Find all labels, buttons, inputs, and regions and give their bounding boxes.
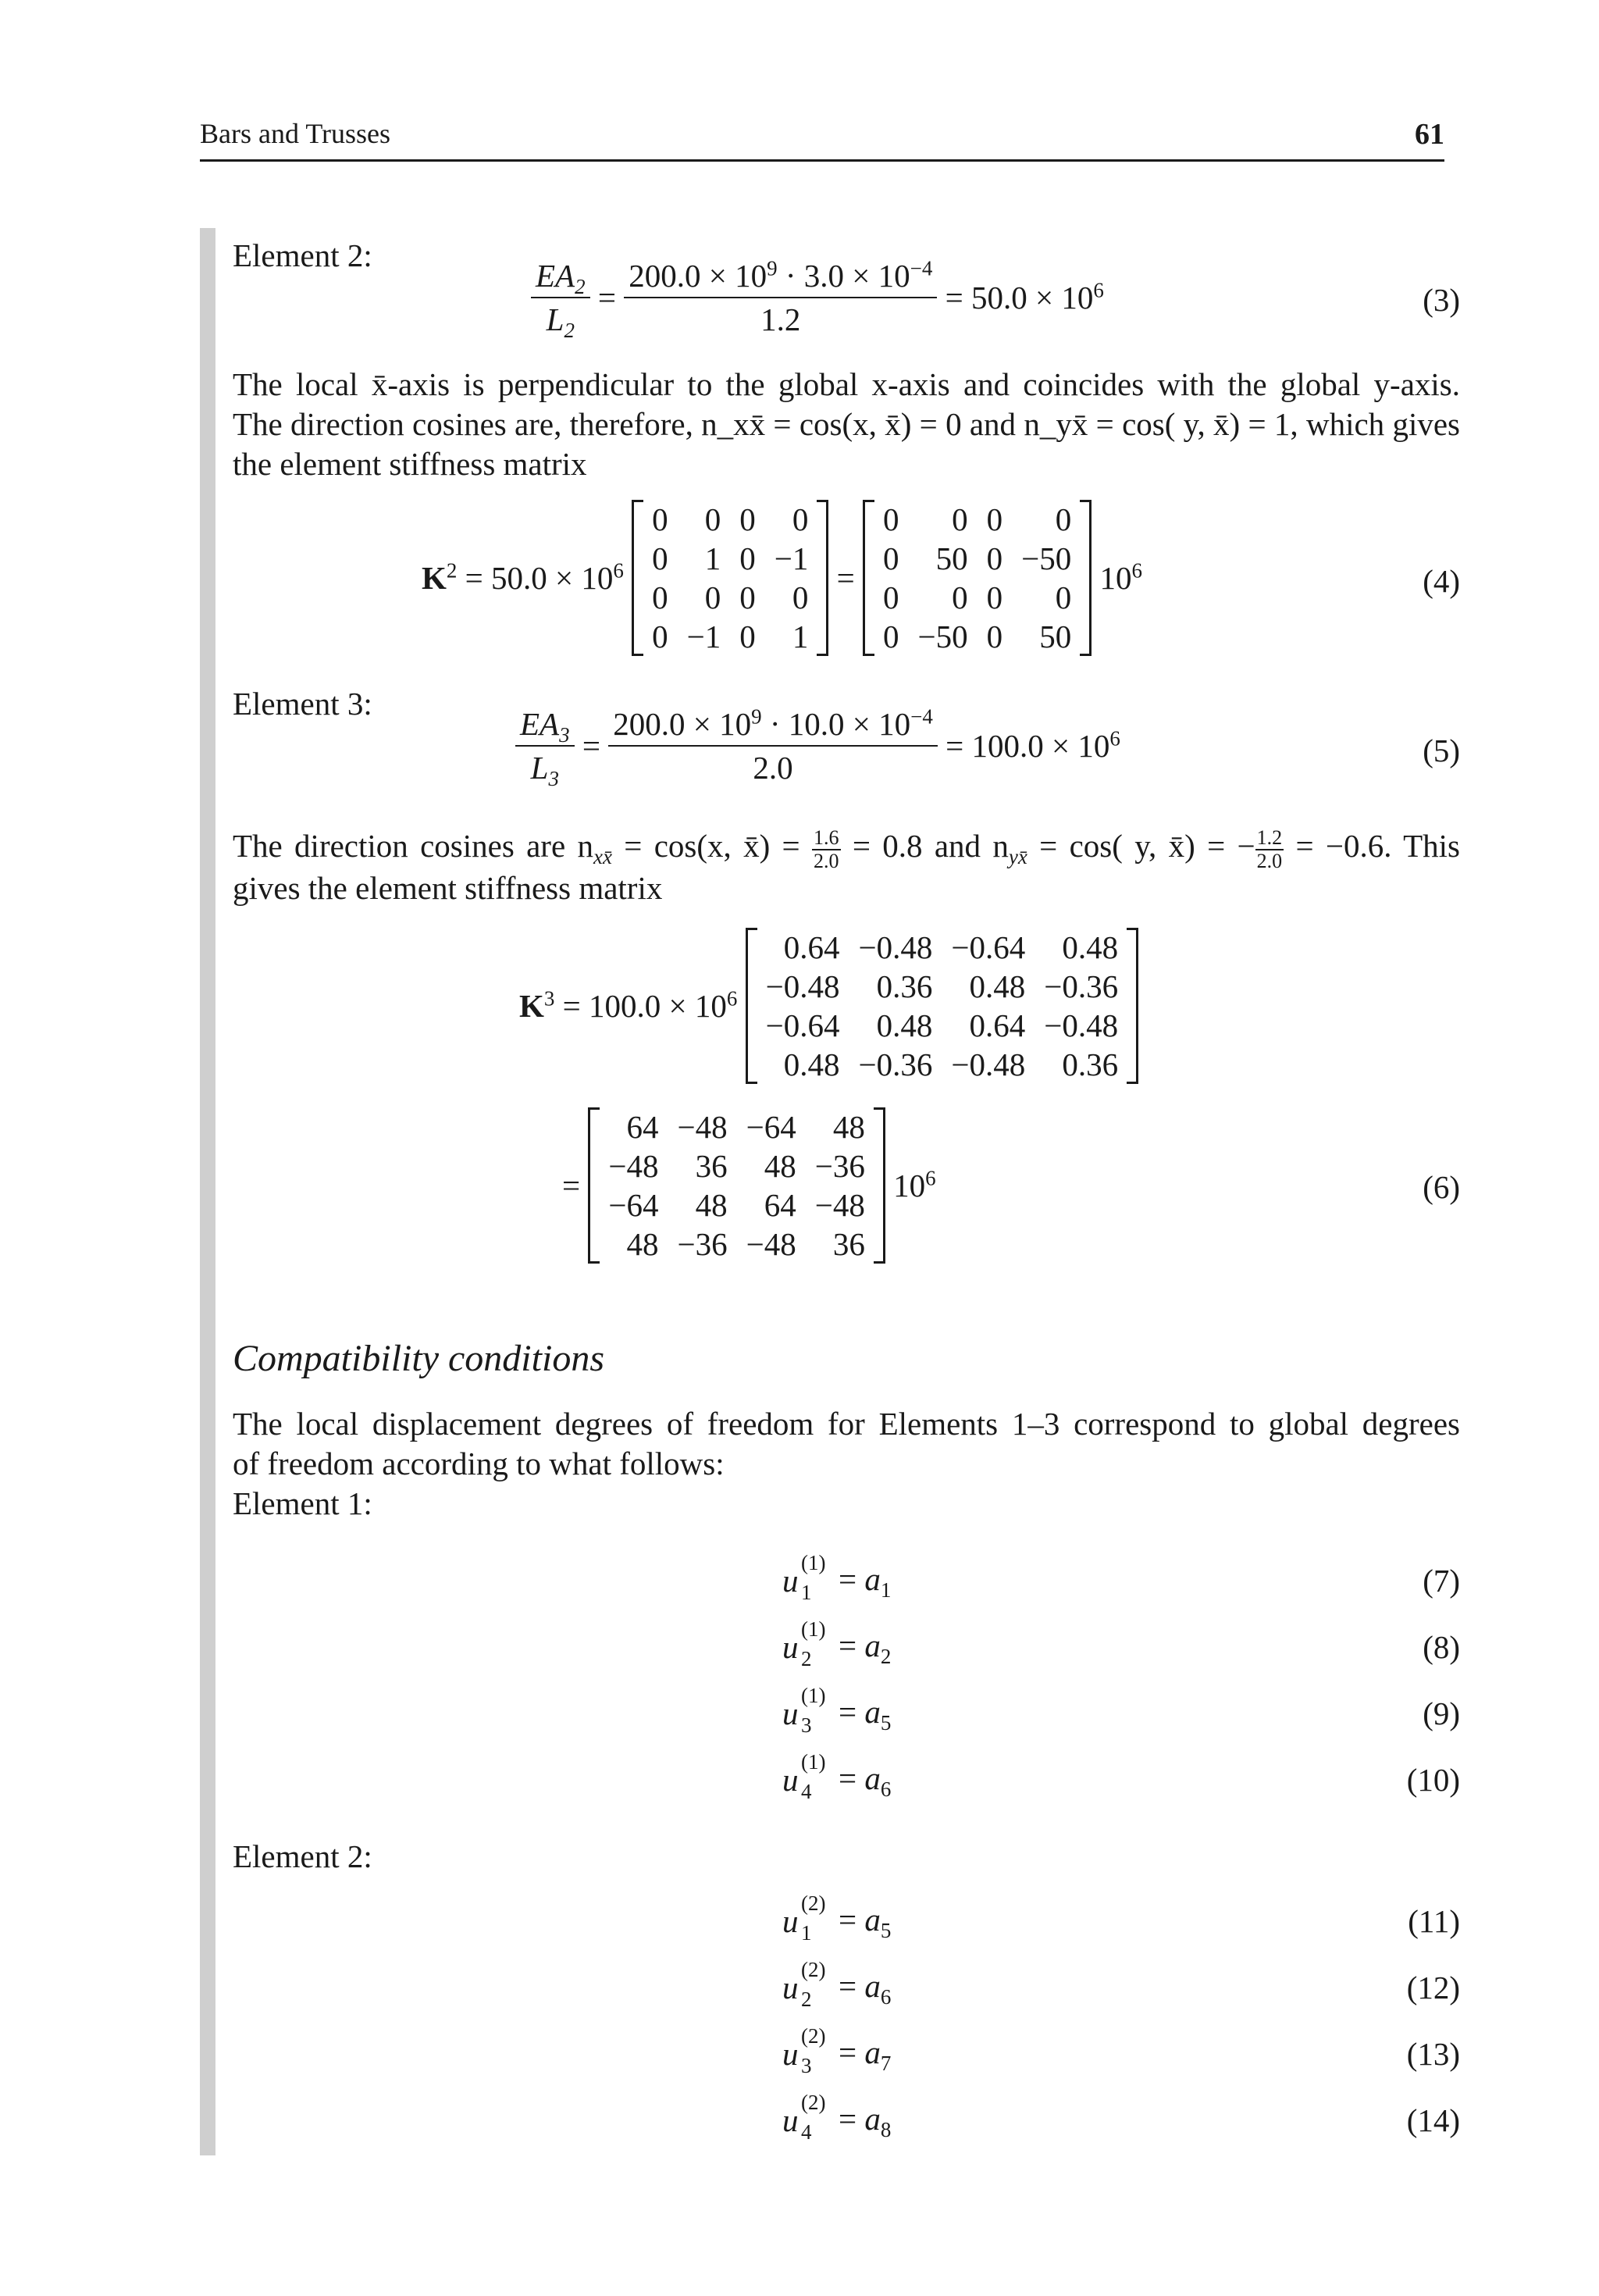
k2-matrix-row	[643, 500, 817, 539]
k2-matrix-cell: 0	[739, 540, 756, 576]
compatibility-equation: u (1) 1 = $a_1$	[782, 1551, 892, 1604]
k2-scaled-matrix-cell: 0	[986, 579, 1003, 615]
k2-matrix-cell: 0	[704, 501, 721, 537]
k3-matrix-cell: 0.64	[969, 1007, 1026, 1043]
k2-matrix-cell: 0	[652, 540, 668, 576]
equation-number: (13)	[1406, 2036, 1460, 2072]
eq3-rhs-fraction: $\frac{200.0 \times 10^9 \cdot 3.0 \times 10^{-4}}{1.2}$	[624, 258, 937, 337]
k3-matrix-cell: 0.48	[876, 1007, 933, 1043]
element-2-compat-label: Element 2:	[233, 1838, 372, 1874]
k3-matrix-cell: −0.48	[951, 1046, 1026, 1082]
equation-number-4: (4)	[1423, 563, 1460, 599]
equation-number: (12)	[1406, 1970, 1460, 2005]
k3-scaled-matrix-cell: 48	[764, 1148, 796, 1184]
k3-scaled-matrix-row	[599, 1146, 874, 1185]
k3-scaled-matrix-cell: −64	[746, 1109, 796, 1145]
k2-matrix-cell: −1	[686, 619, 721, 654]
k3-matrix-cell: −0.36	[858, 1046, 933, 1082]
k2-scaled-matrix-cell: −50	[1021, 540, 1072, 576]
equation-number: (7)	[1423, 1563, 1460, 1599]
k3-scaled-matrix-cell: −48	[677, 1109, 728, 1145]
equation-number: (9)	[1423, 1695, 1460, 1731]
equation-3: $\frac{EA_2}{L_2}$ = $\frac{200.0 \times 10^9 \cdot 3.0 \times 10^{-4}}{1.2}$ = $50.0 \times 10^6$	[531, 258, 1104, 337]
k3-matrix	[746, 928, 1139, 1084]
k2-scaled-matrix-row	[874, 617, 1081, 656]
k2-scaled-matrix-cell: 0	[883, 619, 899, 654]
element-3-label: Element 3:	[233, 686, 372, 722]
k2-matrix-cell: 0	[704, 579, 721, 615]
paragraph-2-line-1: The direction cosines are $n_{xx̄} = \cos(x$, x̄) = $\frac{1.6}{2.0}$ = 0.8 and $n_{yx̄} = \cos$( y, x̄) = − $\frac{1.2}{2.0}$ = −0.6. This	[233, 825, 1460, 872]
k2-scaled-matrix-row	[874, 539, 1081, 578]
k2-scaled-matrix-cell: 0	[986, 619, 1003, 654]
page-number: 61	[1415, 118, 1444, 151]
paragraph-1-line-1: The local x̄-axis is perpendicular to the global x-axis and coincides with the global y-axis.	[233, 366, 1460, 402]
compatibility-equation: u (2) 2 = $a_6$	[782, 1958, 892, 2011]
equation-number: (11)	[1408, 1903, 1460, 1939]
k3-scaled-matrix-cell: −36	[677, 1226, 728, 1262]
k3-matrix-cell: −0.36	[1044, 968, 1119, 1004]
k2-scaled-matrix-cell: 0	[883, 501, 899, 537]
k3-matrix-row	[757, 967, 1128, 1006]
k2-matrix-row	[643, 578, 817, 617]
paragraph-3-line-1: The local displacement degrees of freedom for Elements 1–3 correspond to global degrees	[233, 1406, 1460, 1442]
section-heading: Compatibility conditions	[233, 1338, 604, 1379]
k3-scaled-matrix-cell: 64	[764, 1187, 796, 1223]
paragraph-1-line-3: the element stiffness matrix	[233, 446, 587, 482]
k2-matrix	[632, 500, 828, 656]
k3-scaled-matrix-cell: 48	[626, 1226, 659, 1262]
k2-scaled-matrix-cell: 50	[935, 540, 968, 576]
k2-matrix-cell: 0	[652, 579, 668, 615]
k3-scaled-matrix-cell: 48	[695, 1187, 728, 1223]
k3-matrix-cell: 0.48	[969, 968, 1026, 1004]
element-2-label: Element 2:	[233, 237, 372, 273]
k2-matrix-cell: 0	[739, 501, 756, 537]
paragraph-3-line-2: of freedom according to what follows:	[233, 1446, 725, 1481]
k3-scaled-matrix-row	[599, 1107, 874, 1146]
compatibility-equation: u (1) 2 = $a_2$	[782, 1617, 892, 1670]
k2-scaled-matrix-cell: 0	[883, 540, 899, 576]
equation-number: (10)	[1406, 1762, 1460, 1798]
k2-scaled-matrix-row	[874, 500, 1081, 539]
equation-number-3: (3)	[1423, 282, 1460, 318]
k2-scaled-matrix-row	[874, 578, 1081, 617]
k3-matrix-cell: 0.36	[1062, 1046, 1119, 1082]
k2-matrix-cell: −1	[774, 540, 809, 576]
k2-scaled-matrix-cell: 0	[883, 579, 899, 615]
k2-scaled-matrix-cell: 50	[1039, 619, 1072, 654]
k2-scaled-matrix-cell: 0	[952, 579, 968, 615]
k2-scaled-matrix-cell: 0	[1055, 579, 1072, 615]
k3-scaled-matrix-row	[599, 1225, 874, 1264]
eq3-lhs-fraction: $\frac{EA_2}{L_2}$	[531, 258, 590, 337]
k3-scaled-matrix-cell: −48	[814, 1187, 865, 1223]
header-rule	[200, 159, 1444, 162]
k3-scaled-matrix-cell: 36	[832, 1226, 865, 1262]
k2-scaled-matrix-cell: 0	[986, 501, 1003, 537]
k3-scaled-matrix-cell: −36	[814, 1148, 865, 1184]
equation-4: $K^2 = 50.0 \times 10^6$ 0 0 0 0 0 1 0 −1 0 0 0 0 0 −1 0 1 = 0 0 0 0 0 50 0 −50 0 0 0 0 0 −50 0 50 $10^6$	[422, 501, 1143, 654]
compatibility-equation: u (1) 4 = $a_6$	[782, 1750, 892, 1803]
k3-scaled-matrix-cell: 48	[832, 1109, 865, 1145]
k2-matrix-cell: 0	[739, 579, 756, 615]
equation-number: (14)	[1406, 2102, 1460, 2138]
k3-scaled-matrix-row	[599, 1185, 874, 1225]
k2-scaled-matrix-cell: −50	[917, 619, 968, 654]
k3-scaled-matrix-cell: 64	[626, 1109, 659, 1145]
k2-scaled-matrix-cell: 0	[952, 501, 968, 537]
k3-scaled-matrix-cell: −48	[608, 1148, 659, 1184]
eq5-lhs-fraction: $\frac{EA_3}{L_3}$	[515, 706, 575, 786]
compatibility-equation: u (1) 3 = $a_5$	[782, 1684, 892, 1737]
k3-matrix-row	[757, 1006, 1128, 1045]
k3-scaled-matrix-cell: −64	[608, 1187, 659, 1223]
equation-6-line-1: $K^3 = 100.0 \times 10^6$ 0.64 −0.48 −0.64 0.48 −0.48 0.36 0.48 −0.36 −0.64 0.48 0.64 −0.48 0.48 −0.36 −0.48 0.36	[519, 928, 1138, 1084]
k2-scaled-matrix-cell: 0	[1055, 501, 1072, 537]
margin-bar	[200, 228, 215, 2155]
k3-matrix-cell: 0.48	[1062, 929, 1119, 965]
k2-scaled-matrix	[863, 500, 1092, 656]
equation-6-line-2: = 64 −48 −64 48 −48 36 48 −36 −64 48 64 −48 48 −36 −48 36 $10^6$	[562, 1109, 936, 1262]
eq5-rhs-fraction: $\frac{200.0 \times 10^9 \cdot 10.0 \times 10^{-4}}{2.0}$	[608, 706, 938, 786]
paragraph-1-line-2: The direction cosines are, therefore, n_xx̄ = cos(x, x̄) = 0 and n_yx̄ = cos( y, x̄) = 1, which gives	[233, 406, 1460, 442]
k2-matrix-row	[643, 617, 817, 656]
k3-matrix-cell: −0.48	[858, 929, 933, 965]
compatibility-equation: u (2) 3 = $a_7$	[782, 2024, 892, 2077]
k3-matrix-cell: −0.64	[765, 1007, 840, 1043]
k2-matrix-cell: 0	[792, 579, 809, 615]
element-1-label: Element 1:	[233, 1485, 372, 1521]
equation-number-6: (6)	[1423, 1169, 1460, 1205]
k3-scaled-matrix-cell: 36	[695, 1148, 728, 1184]
k3-matrix-cell: 0.36	[876, 968, 933, 1004]
k2-scaled-matrix-cell: 0	[986, 540, 1003, 576]
k2-matrix-row	[643, 539, 817, 578]
running-head-title: Bars and Trusses	[200, 118, 391, 149]
k3-matrix-cell: −0.64	[951, 929, 1026, 965]
k3-matrix-row	[757, 1045, 1128, 1084]
compatibility-equation: u (2) 4 = $a_8$	[782, 2091, 892, 2144]
k2-matrix-cell: 0	[739, 619, 756, 654]
equation-5: $\frac{EA_3}{L_3}$ = $\frac{200.0 \times 10^9 \cdot 10.0 \times 10^{-4}}{2.0}$ = $100.0 \times 10^6$	[515, 706, 1120, 786]
paragraph-2-line-2: gives the element stiffness matrix	[233, 870, 663, 906]
k2-matrix-cell: 0	[792, 501, 809, 537]
k2-matrix-cell: 1	[792, 619, 809, 654]
k3-matrix-cell: 0.64	[783, 929, 840, 965]
k3-matrix-cell: 0.48	[783, 1046, 840, 1082]
k3-matrix-cell: −0.48	[1044, 1007, 1119, 1043]
k2-matrix-cell: 0	[652, 501, 668, 537]
k2-matrix-cell: 1	[704, 540, 721, 576]
k2-matrix-cell: 0	[652, 619, 668, 654]
k3-scaled-matrix-cell: −48	[746, 1226, 796, 1262]
equation-number-5: (5)	[1423, 733, 1460, 768]
k3-matrix-cell: −0.48	[765, 968, 840, 1004]
k3-scaled-matrix	[588, 1107, 885, 1264]
k3-matrix-row	[757, 928, 1128, 967]
equation-number: (8)	[1423, 1629, 1460, 1665]
compatibility-equation: u (2) 1 = $a_5$	[782, 1891, 892, 1945]
